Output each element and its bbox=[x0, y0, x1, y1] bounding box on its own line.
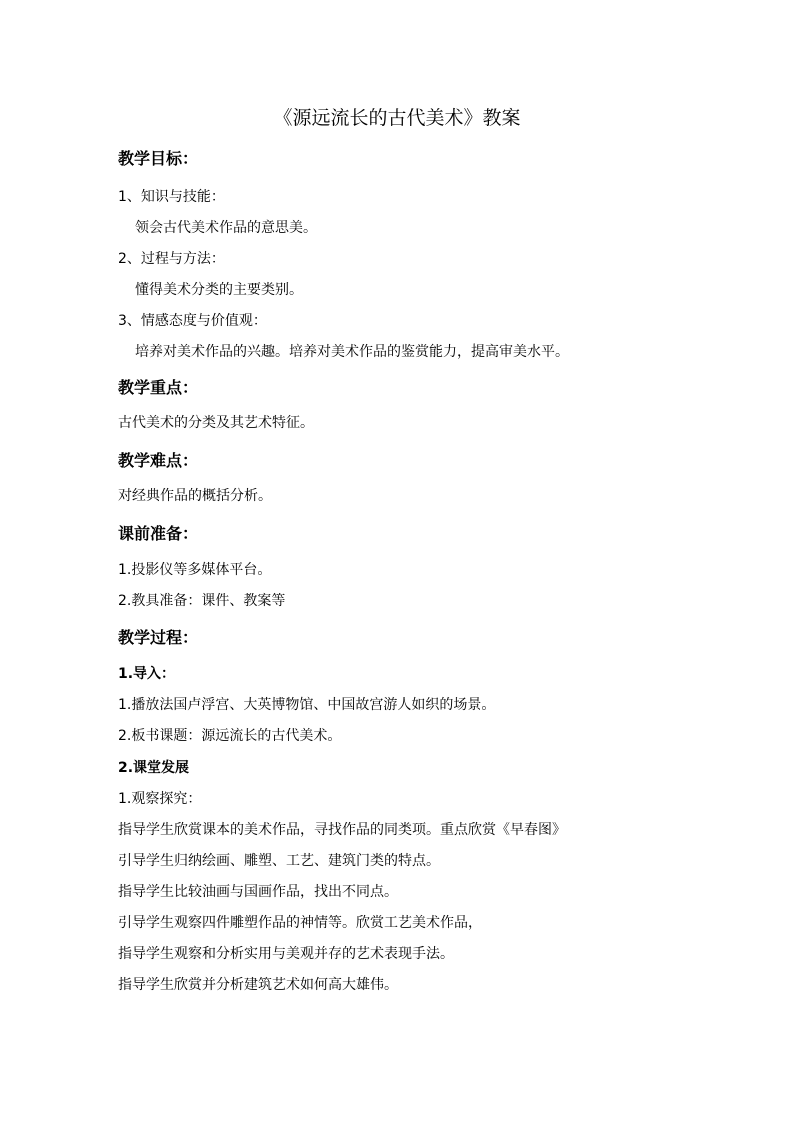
objective-1-text: 领会古代美术作品的意思美。 bbox=[135, 220, 317, 236]
difficulties-heading: 教学难点： bbox=[118, 451, 199, 470]
objective-2-text: 懂得美术分类的主要类别。 bbox=[135, 282, 303, 298]
difficulties-text: 对经典作品的概括分析。 bbox=[118, 488, 272, 504]
observe-label: 1.观察探究： bbox=[118, 791, 202, 807]
objective-3-label: 3、情感态度与价值观： bbox=[118, 313, 267, 329]
intro-item-2: 2.板书课题：源远流长的古代美术。 bbox=[118, 728, 342, 744]
key-points-heading: 教学重点： bbox=[118, 378, 199, 397]
process-line: 指导学生欣赏课本的美术作品，寻找作品的同类项。重点欣赏《早春图》 bbox=[118, 822, 566, 838]
process-line: 指导学生欣赏并分析建筑艺术如何高大雄伟。 bbox=[118, 977, 398, 993]
develop-heading: 2.课堂发展 bbox=[118, 760, 190, 776]
key-points-text: 古代美术的分类及其艺术特征。 bbox=[118, 415, 314, 431]
process-line: 引导学生归纳绘画、雕塑、工艺、建筑门类的特点。 bbox=[118, 853, 440, 869]
intro-heading: 1.导入： bbox=[118, 666, 176, 682]
intro-item-1: 1.播放法国卢浮宫、大英博物馆、中国故宫游人如织的场景。 bbox=[118, 697, 496, 713]
process-line: 引导学生观察四件雕塑作品的神情等。欣赏工艺美术作品， bbox=[118, 915, 482, 931]
objective-3-text: 培养对美术作品的兴趣。培养对美术作品的鉴赏能力，提高审美水平。 bbox=[135, 344, 569, 360]
process-line: 指导学生观察和分析实用与美观并存的艺术表现手法。 bbox=[118, 946, 454, 962]
document-title: 《源远流长的古代美术》教案 bbox=[273, 107, 521, 129]
preparation-item-1: 1.投影仪等多媒体平台。 bbox=[118, 562, 272, 578]
preparation-item-2: 2.教具准备：课件、教案等 bbox=[118, 593, 286, 609]
preparation-heading: 课前准备： bbox=[118, 524, 199, 543]
objective-2-label: 2、过程与方法： bbox=[118, 251, 225, 267]
objective-1-label: 1、知识与技能： bbox=[118, 189, 225, 205]
objectives-heading: 教学目标： bbox=[118, 149, 199, 168]
process-line: 指导学生比较油画与国画作品，找出不同点。 bbox=[118, 884, 398, 900]
process-heading: 教学过程： bbox=[118, 628, 199, 647]
